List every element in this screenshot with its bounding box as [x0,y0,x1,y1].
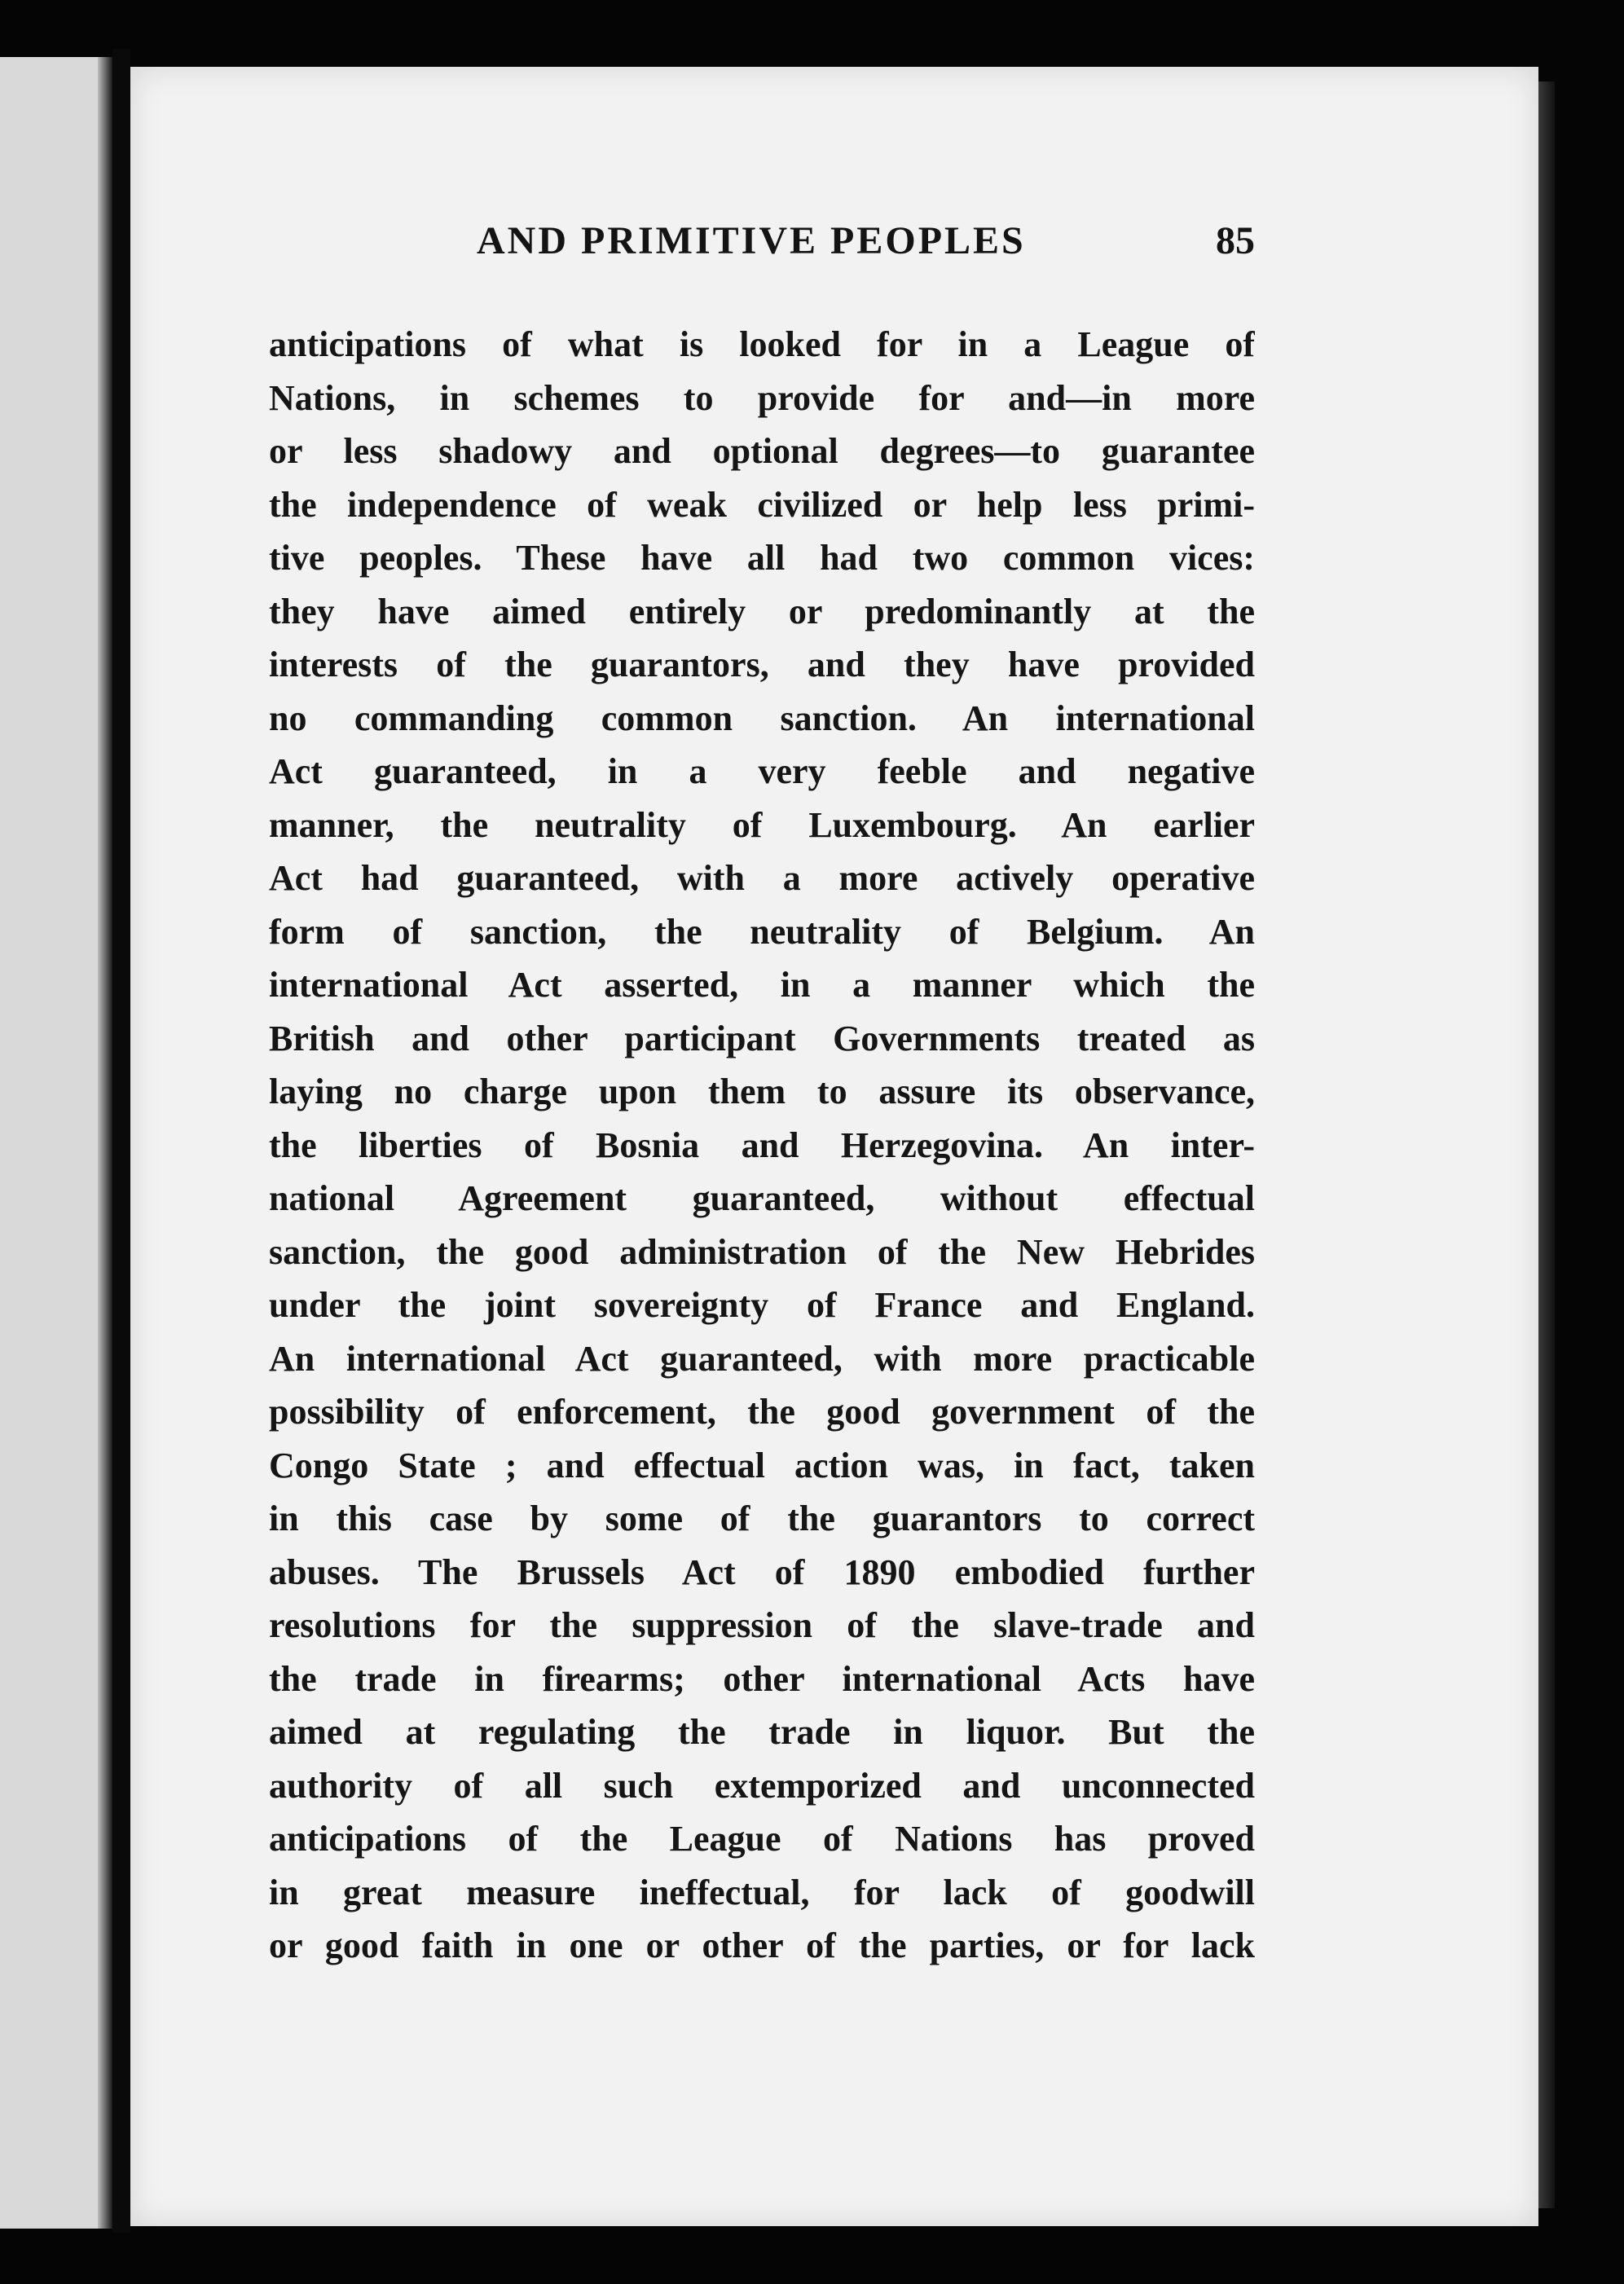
text-line: An international Act guaranteed, with more practicable [269,1338,1255,1379]
text-line: the independence of weak civilized or help less primi- [269,484,1255,525]
text-line: Nations, in schemes to provide for and—in more [269,377,1255,418]
text-line: tive peoples. These have all had two common vices: [269,538,1255,578]
text-line: or good faith in one or other of the parties, or for lack [269,1925,1255,1965]
text-line: no commanding common sanction. An international [269,698,1255,738]
text-line: international Act asserted, in a manner which the [269,965,1255,1005]
text-line: abuses. The Brussels Act of 1890 embodied further [269,1551,1255,1592]
running-head-title: AND PRIMITIVE PEOPLES [477,219,1026,262]
text-line: in great measure ineffectual, for lack of goodwill [269,1872,1255,1912]
text-line: British and other participant Governments treated as [269,1018,1255,1058]
running-head [269,218,1255,292]
text-line: or less shadowy and optional degrees—to guarantee [269,431,1255,471]
text-line: resolutions for the suppression of the slave-trade and [269,1605,1255,1645]
book-gutter [112,49,130,2233]
text-line: manner, the neutrality of Luxembourg. An earlier [269,804,1255,845]
text-line: the liberties of Bosnia and Herzegovina. An inter- [269,1124,1255,1165]
previous-page-edge [0,57,112,2229]
text-line: under the joint sovereignty of France and England. [269,1285,1255,1325]
previous-page-shadow [98,57,112,2229]
text-line: Congo State ; and effectual action was, in fact, taken [269,1445,1255,1485]
text-line: Act had guaranteed, with a more actively operative [269,858,1255,898]
text-line: they have aimed entirely or predominantly at the [269,591,1255,632]
text-line: possibility of enforcement, the good government of the [269,1392,1255,1432]
text-line: national Agreement guaranteed, without effectual [269,1178,1255,1218]
text-line: anticipations of the League of Nations has proved [269,1819,1255,1859]
text-line: sanction, the good administration of the New Hebrides [269,1231,1255,1272]
text-line: Act guaranteed, in a very feeble and negative [269,751,1255,791]
text-line: authority of all such extemporized and unconnected [269,1765,1255,1806]
text-line: aimed at regulating the trade in liquor. But the [269,1712,1255,1752]
text-line: in this case by some of the guarantors to correct [269,1498,1255,1538]
page-stack-edge [1538,81,1555,2208]
body-text [269,318,1255,1973]
text-line: form of sanction, the neutrality of Belgium. An [269,911,1255,952]
text-line: laying no charge upon them to assure its observance, [269,1072,1255,1111]
page-number: 85 [1216,219,1255,262]
text-line: anticipations of what is looked for in a League of [269,324,1255,364]
text-line: interests of the guarantors, and they have provided [269,645,1255,684]
text-line: the trade in firearms; other international Acts have [269,1658,1255,1699]
